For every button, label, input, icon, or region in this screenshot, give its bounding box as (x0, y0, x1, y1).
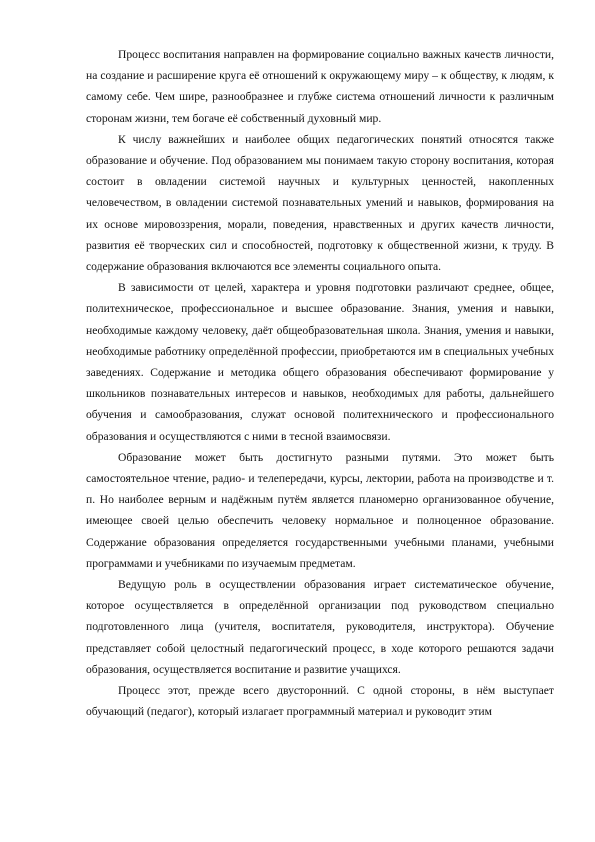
paragraph-4: Образование может быть достигнуто разными путями. Это может быть самостоятельное чтение, радио- и телепередачи, курсы, лектории, работа на производстве и т. п. Но наиболее верным и надёжным путём является планомерно организованное обучение, имеющее своей целью обеспечить человеку нормальное и полноценное образование. Содержание образования определяется государственными учебными планами, учебными программами и учебниками по изучаемым предметам. (86, 450, 554, 570)
paragraph-1: Процесс воспитания направлен на формирование социально важных качеств личности, на создание и расширение круга её отношений к окружающему миру – к обществу, к людям, к самому себе. Чем шире, разнообразнее и глубже система отношений личности к различным сторонам жизни, тем богаче её собственный духовный мир. (86, 48, 554, 125)
paragraph-3: В зависимости от целей, характера и уровня подготовки различают среднее, общее, политехническое, профессиональное и высшее образование. Знания, умения и навыки, необходимые каждому человеку, даёт общеобразовательная школа. Знания, умения и навыки, необходимые работнику определённой профессии, приобретаются им в специальных учебных заведениях. Содержание и методика общего образования обеспечивают формирование у школьников познавательных интересов и навыков, необходимых для работы, дальнейшего обучения и самообразования, служат основой политехнического и профессионального образования и осуществляются с ними в тесной взаимосвязи. (86, 281, 554, 443)
paragraph-2: К числу важнейших и наиболее общих педагогических понятий относятся также образование и обучение. Под образованием мы понимаем такую сторону воспитания, которая состоит в овладении системой научных и культурных ценностей, накопленных человечеством, в овладении системой познавательных умений и навыков, формирования на их основе мировоззрения, морали, поведения, нравственных и других качеств личности, развития её творческих сил и способностей, подготовку к общественной жизни, к труду. В содержание образования включаются все элементы социального опыта. (86, 132, 554, 274)
paragraph-5: Ведущую роль в осуществлении образования играет систематическое обучение, которое осуществляется в определённой организации под руководством специально подготовленного лица (учителя, воспитателя, руководителя, инструктора). Обучение представляет собой целостный педагогический процесс, в ходе которого решаются задачи образования, осуществляется воспитание и развитие учащихся. (86, 578, 554, 676)
paragraph-6: Процесс этот, прежде всего двусторонний. С одной стороны, в нём выступает обучающий (педагог), который излагает программный материал и руководит этим (86, 684, 554, 719)
document-body (86, 44, 554, 723)
